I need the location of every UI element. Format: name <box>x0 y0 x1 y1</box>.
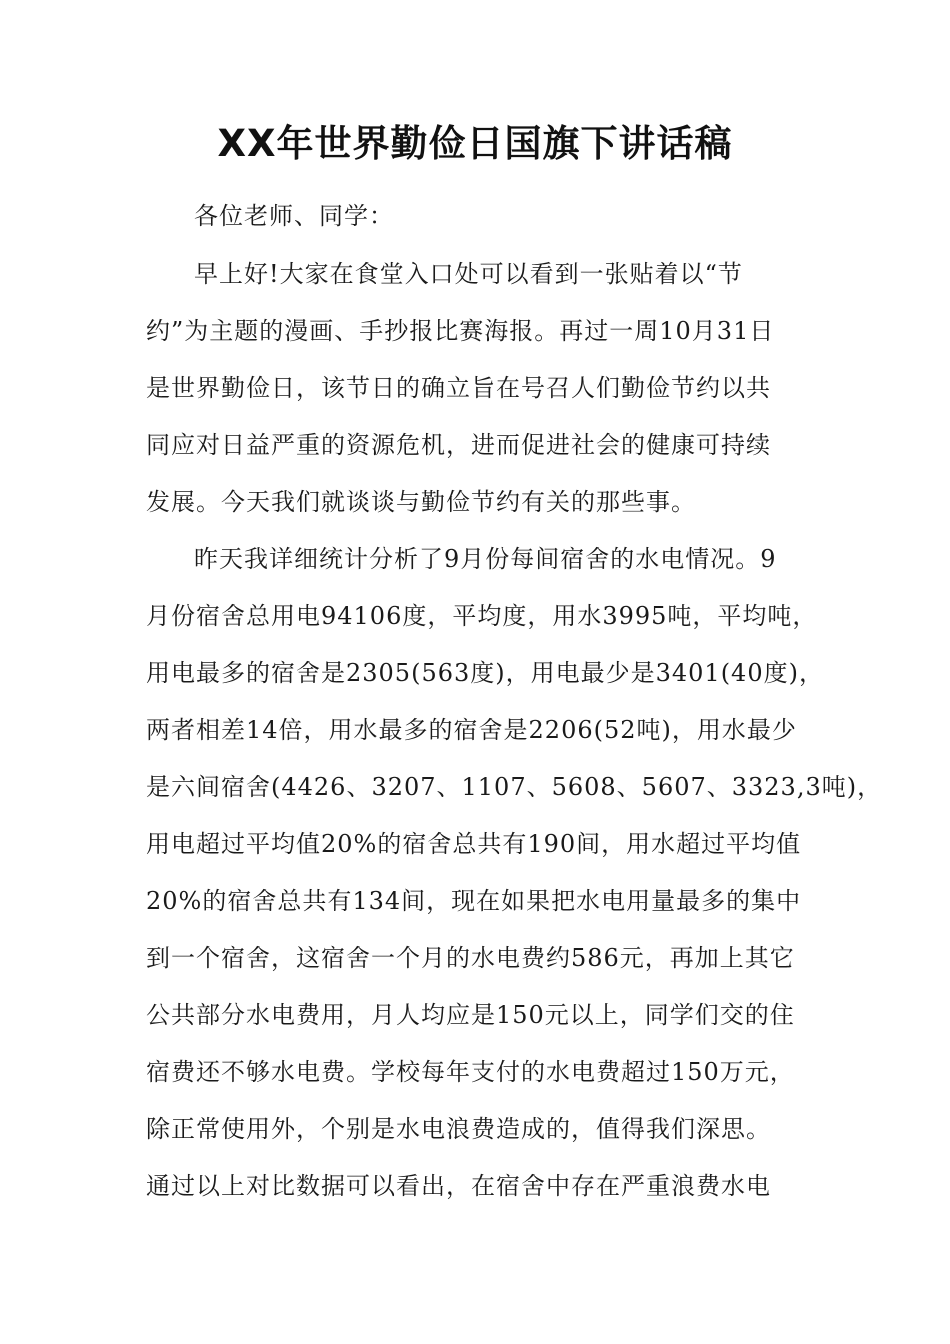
paragraph-line: 约”为主题的漫画、手抄报比赛海报。再过一周10月31日 <box>146 317 775 345</box>
paragraph-line: 是六间宿舍(4426、3207、1107、5608、5607、3323,3吨)， <box>146 773 883 801</box>
paragraph-line: 宿费还不够水电费。学校每年支付的水电费超过150万元， <box>146 1058 795 1086</box>
paragraph-line: 到一个宿舍，这宿舍一个月的水电费约586元，再加上其它 <box>146 944 795 972</box>
paragraph-line: 通过以上对比数据可以看出，在宿舍中存在严重浪费水电 <box>146 1172 771 1200</box>
paragraph-line: 用电超过平均值20%的宿舍总共有190间，用水超过平均值 <box>146 830 802 858</box>
paragraph-line: 两者相差14倍，用水最多的宿舍是2206(52吨)，用水最少 <box>146 716 797 744</box>
paragraph-line: 早上好!大家在食堂入口处可以看到一张贴着以“节 <box>194 260 743 288</box>
paragraph-line: 除正常使用外，个别是水电浪费造成的，值得我们深思。 <box>146 1115 771 1143</box>
document-title: XX年世界勤俭日国旗下讲话稿 <box>217 122 733 165</box>
paragraph-line: 公共部分水电费用，月人均应是150元以上，同学们交的住 <box>146 1001 795 1029</box>
paragraph-line: 发展。今天我们就谈谈与勤俭节约有关的那些事。 <box>146 488 696 516</box>
paragraph-line: 昨天我详细统计分析了9月份每间宿舍的水电情况。9 <box>194 545 777 573</box>
paragraph-line: 月份宿舍总用电94106度，平均度，用水3995吨，平均吨， <box>146 602 818 630</box>
salutation: 各位老师、同学： <box>194 202 394 230</box>
paragraph-line: 是世界勤俭日，该节日的确立旨在号召人们勤俭节约以共 <box>146 374 771 402</box>
paragraph-line: 用电最多的宿舍是2305(563度)，用电最少是3401(40度)， <box>146 659 824 687</box>
paragraph-line: 20%的宿舍总共有134间，现在如果把水电用量最多的集中 <box>146 887 802 915</box>
paragraph-line: 同应对日益严重的资源危机，进而促进社会的健康可持续 <box>146 431 771 459</box>
